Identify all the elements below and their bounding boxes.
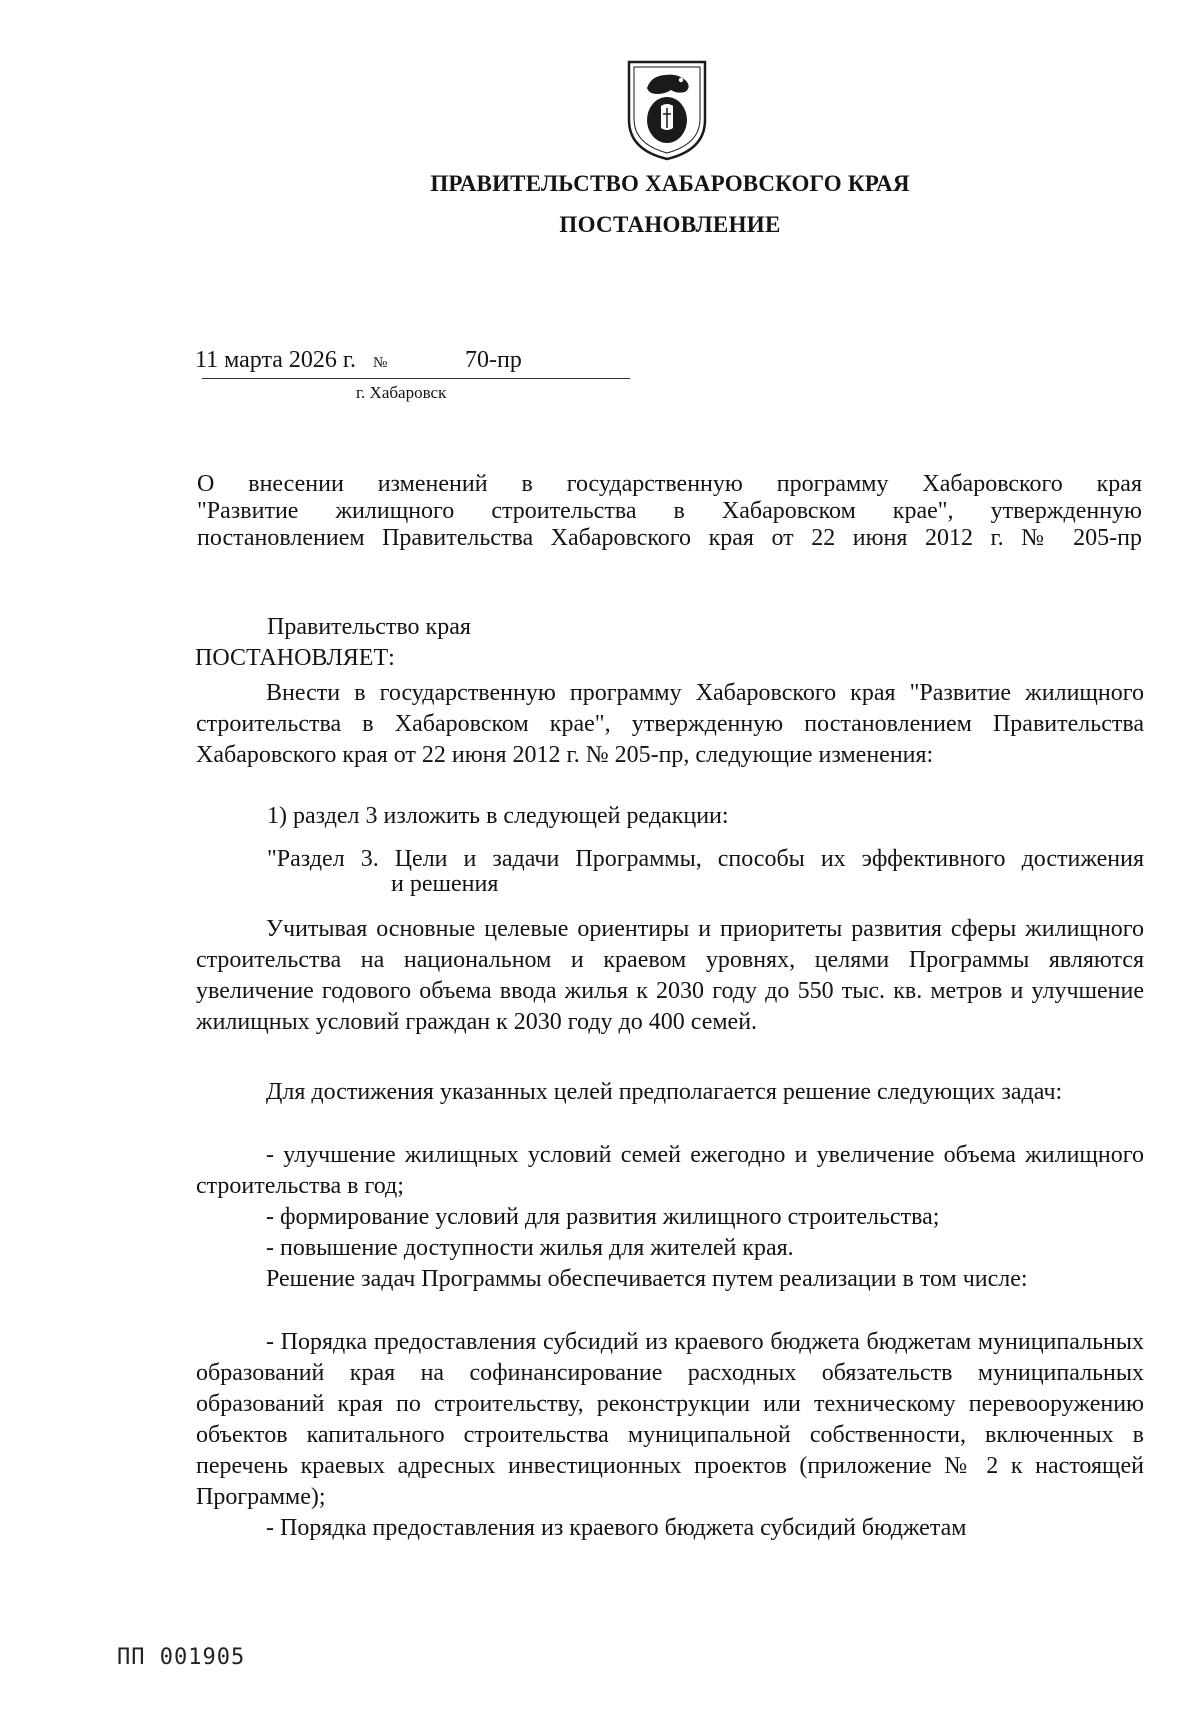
number-sign: №	[373, 355, 388, 371]
intro-text: Внести в государственную программу Хабаровского края "Развитие жилищного строительства в Хабаровском крае", утвержденную постановлением Правительства Хабаровского края от 22 июня 2012 г. № 205-пр, следующие изменения:	[196, 680, 1144, 768]
subject-line: О внесении изменений в государственную программу Хабаровского края	[197, 471, 1142, 497]
measures-intro-paragraph	[196, 1264, 1144, 1295]
item-1: 1) раздел 3 изложить в следующей редакции:	[267, 803, 729, 829]
task-text: - формирование условий для развития жилищного строительства;	[266, 1204, 940, 1230]
subject-line: "Развитие жилищного строительства в Хабаровском крае", утвержденную	[197, 498, 1142, 524]
coat-of-arms-emblem	[625, 58, 709, 162]
measures-intro-text: Решение задач Программы обеспечивается путем реализации в том числе:	[266, 1266, 1028, 1292]
section-heading-line: "Раздел 3. Цели и задачи Программы, способы их эффективного достижения	[267, 846, 1144, 872]
task-item	[196, 1202, 1144, 1233]
measure-item	[196, 1327, 1144, 1513]
subject-line: постановлением Правительства Хабаровского края от 22 июня 2012 г. № 205-пр	[197, 525, 1142, 551]
task-item	[196, 1140, 1144, 1202]
measure-text: - Порядка предоставления субсидий из краевого бюджета бюджетам муниципальных образований края на софинансирование расходных обязательств муниципальных образований края по строительству, реконструкции или техническому перевооружению объектов капитального строительства муниципальной собственности, включенных в перечень краевых адресных инвестиционных проектов (приложение № 2 к настоящей Программе);	[196, 1329, 1144, 1510]
document-city: г. Хабаровск	[356, 383, 447, 402]
measure-item	[196, 1513, 1144, 1544]
task-item	[196, 1233, 1144, 1264]
goals-paragraph	[196, 914, 1144, 1038]
section-heading	[267, 847, 1144, 897]
government-line: Правительство края	[267, 614, 471, 640]
document-subject	[197, 471, 1142, 552]
tasks-intro-paragraph	[196, 1077, 1144, 1108]
document-type: ПОСТАНОВЛЕНИЕ	[559, 212, 781, 237]
document-number: 70-пр	[465, 347, 522, 373]
measure-text: - Порядка предоставления из краевого бюджета субсидий бюджетам	[266, 1515, 967, 1541]
tasks-intro-text: Для достижения указанных целей предполагается решение следующих задач:	[266, 1079, 1063, 1105]
organization-title: ПРАВИТЕЛЬСТВО ХАБАРОВСКОГО КРАЯ	[430, 171, 910, 196]
footer-code: ПП 001905	[117, 1645, 246, 1670]
intro-paragraph	[196, 678, 1144, 771]
section-heading-line: и решения	[391, 871, 499, 897]
decree-word: ПОСТАНОВЛЯЕТ:	[195, 645, 395, 671]
goals-text: Учитывая основные целевые ориентиры и приоритеты развития сферы жилищного строительства на национальном и краевом уровнях, целями Программы являются увеличение годового объема ввода жилья к 2030 году до 550 тыс. кв. метров и улучшение жилищных условий граждан к 2030 году до 400 семей.	[196, 916, 1144, 1035]
task-text: - повышение доступности жилья для жителей края.	[266, 1235, 794, 1261]
date-underline	[202, 378, 630, 379]
document-date: 11 марта 2026 г.	[195, 347, 357, 373]
task-text: - улучшение жилищных условий семей ежегодно и увеличение объема жилищного строительства в год;	[196, 1142, 1144, 1199]
